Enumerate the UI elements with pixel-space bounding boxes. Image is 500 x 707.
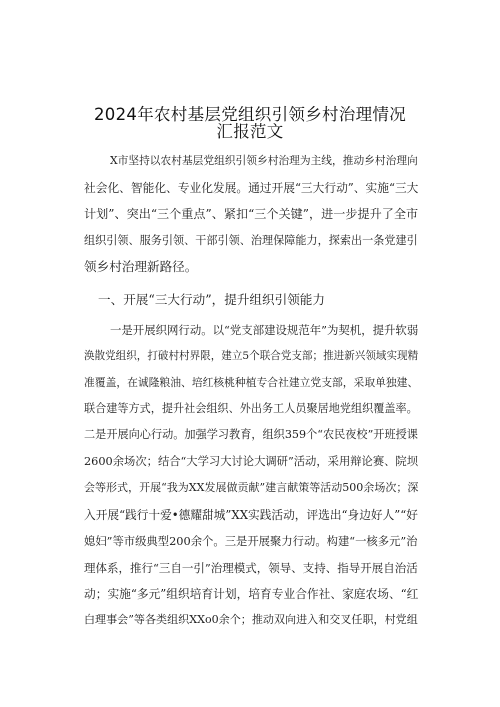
body-line: 社会化、智能化、专业化发展。通过开展“三大行动”、实施“三大 — [84, 181, 419, 195]
document-title-line-1: 2024年农村基层党组织引领乡村治理情况 — [94, 105, 406, 124]
body-line: 2600余场次；结合“大学习大讨论大调研”活动，采用辩论赛、院坝 — [84, 455, 419, 468]
body-line: 计划”、突出“三个重点”、紧扣“三个关键”，进一步提升了全市 — [84, 207, 419, 221]
body-line: 会等形式，开展“我为XX发展做贡献”建言献策等活动500余场次；深 — [84, 481, 419, 494]
body-line: 理体系，推行“三自一引”治理模式，领导、支持、指导开展自治活 — [84, 561, 418, 575]
body-line: 一是开展织网行动。以“党支部建设规范年”为契机，提升软弱 — [110, 323, 419, 337]
body-line: 媳妇”等市级典型200余个。三是开展聚力行动。构建“一核多元”治 — [84, 534, 418, 548]
body-line: 联合建等方式，提升社会组织、外出务工人员聚居地党组织覆盖率。 — [84, 402, 418, 415]
body-line: 组织引领、服务引领、干部引领、治理保障能力，探索出一条党建引 — [84, 234, 418, 247]
document-title-line-2: 汇报范文 — [216, 122, 284, 141]
section-heading: 一、开展“三大行动”，提升组织引领能力 — [98, 292, 325, 307]
body-line: 领乡村治理新路径。 — [84, 259, 198, 274]
body-line: X市坚持以农村基层党组织引领乡村治理为主线，推动乡村治理向 — [110, 154, 418, 167]
body-line: 动；实施“多元”组织培育计划，培育专业合作社、家庭农场、“红 — [84, 587, 419, 601]
body-line: 涣散党组织，打破村村界限，建立5个联合党支部；推进新兴领域实现精 — [84, 350, 419, 362]
body-line: 二是开展向心行动。加强学习教育，组织359个“农民夜校”开班授课 — [84, 428, 418, 441]
body-line: 准覆盖，在诚隆粮油、培红核桃种植专合社建立党支部，采取单独建、 — [84, 376, 419, 389]
body-line: 入开展“践行十爱•德耀甜城”XX实践活动，评选出“身边好人”“好 — [84, 508, 418, 522]
body-line: 白理事会”等各类组织XXo0余个；推动双向进入和交叉任职，村党组 — [84, 613, 418, 626]
